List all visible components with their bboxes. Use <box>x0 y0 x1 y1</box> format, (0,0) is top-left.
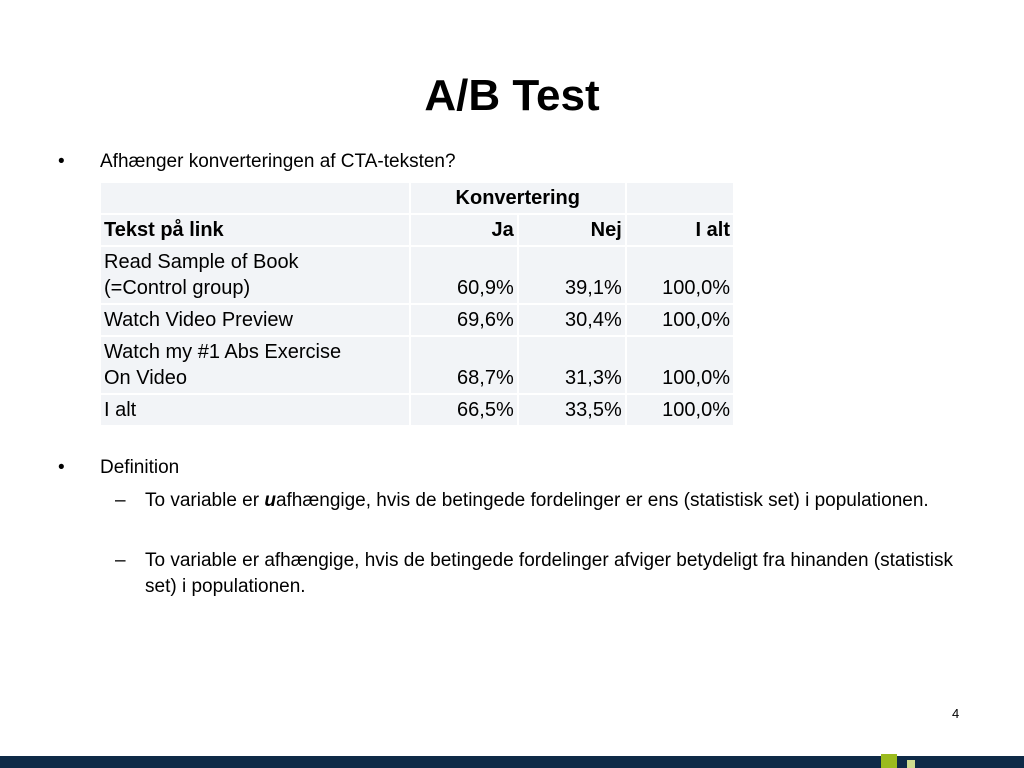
table-row <box>100 336 734 394</box>
col-header-tekst: Tekst på link <box>100 214 410 246</box>
bullet-mark: • <box>58 457 65 478</box>
row-label: Read Sample of Book (=Control group) <box>100 246 410 304</box>
bullet-mark: • <box>58 151 65 172</box>
dash-mark: – <box>115 490 126 511</box>
cell-ja: 60,9% <box>410 246 518 304</box>
table-row <box>100 304 734 336</box>
footer-square-icon <box>881 754 897 768</box>
col-header-ja: Ja <box>410 214 518 246</box>
cell-nej: 39,1% <box>518 246 626 304</box>
cell-ialt: 100,0% <box>626 394 734 426</box>
cell-ialt: 100,0% <box>626 336 734 394</box>
dash-mark: – <box>115 550 126 571</box>
emphasis-u: u <box>264 490 276 511</box>
row-label: Watch my #1 Abs Exercise On Video <box>100 336 410 394</box>
cell-nej: 31,3% <box>518 336 626 394</box>
conversion-table <box>99 181 735 427</box>
bullet-definition-text: Definition <box>100 457 180 478</box>
sub-bullet-dependent: – To variable er afhængige, hvis de betingede fordelinger afviger betydeligt fra hinanden (statistisk set) i populationen. <box>115 550 953 597</box>
footer-bar <box>0 756 1024 768</box>
bullet-definition <box>58 456 179 480</box>
table-cell-empty <box>100 182 410 214</box>
table-cell-empty <box>626 182 734 214</box>
group-header-konvertering: Konvertering <box>410 182 626 214</box>
cell-ja: 69,6% <box>410 304 518 336</box>
cell-ja: 68,7% <box>410 336 518 394</box>
cell-ja: 66,5% <box>410 394 518 426</box>
table-group-header-row <box>100 182 734 214</box>
table-row-total <box>100 394 734 426</box>
cell-ialt: 100,0% <box>626 304 734 336</box>
cell-nej: 33,5% <box>518 394 626 426</box>
cell-nej: 30,4% <box>518 304 626 336</box>
row-label: Watch Video Preview <box>100 304 410 336</box>
col-header-nej: Nej <box>518 214 626 246</box>
sub-bullet-independent: – To variable er uafhængige, hvis de betingede fordelinger er ens (statistisk set) i populationen. <box>115 488 965 514</box>
table-row <box>100 246 734 304</box>
cell-ialt: 100,0% <box>626 246 734 304</box>
bullet-question <box>58 150 456 174</box>
col-header-ialt: I alt <box>626 214 734 246</box>
row-label: I alt <box>100 394 410 426</box>
page-number: 4 <box>952 706 960 721</box>
table-header-row <box>100 214 734 246</box>
bullet-question-text: Afhænger konverteringen af CTA-teksten? <box>100 151 456 172</box>
slide-title: A/B Test <box>424 71 600 120</box>
footer-square-small-icon <box>907 760 915 768</box>
